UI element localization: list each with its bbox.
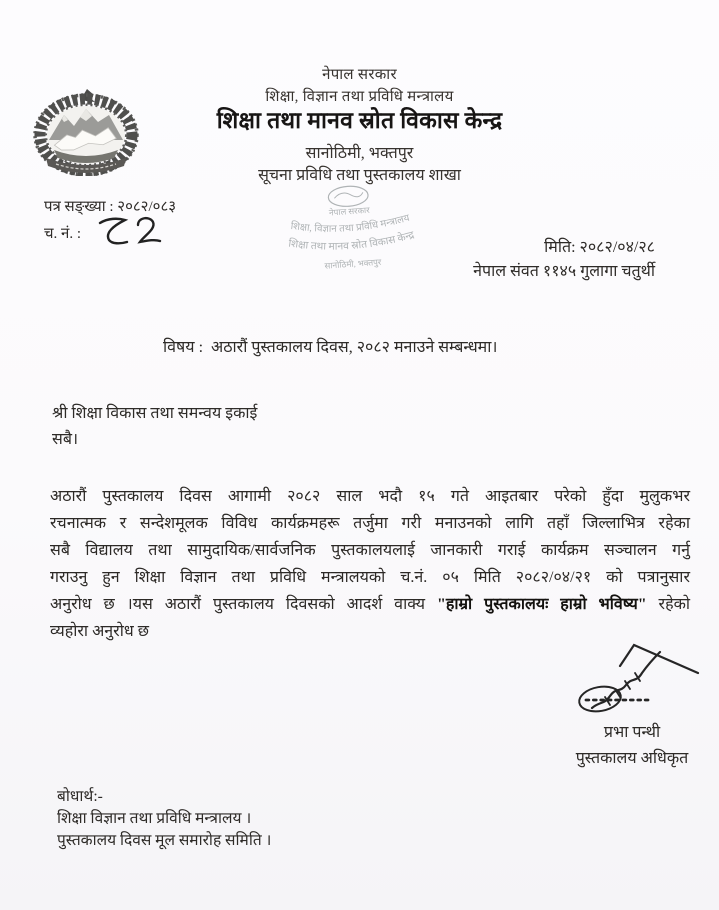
body-line: गराउनु हुन शिक्षा विज्ञान तथा प्रविधि मन्त्रालयको च.नं. ०५ मिति २०८२/०४/२१ को पत्रानुसार xyxy=(50,569,690,586)
letter-number-line xyxy=(44,196,176,216)
body-line: अठारौं पुस्तकालय दिवस आगामी २०८२ साल भदौ १५ गते आइतबार परेको हुँदा मुलुकभर xyxy=(50,488,690,505)
subject-label: विषय : xyxy=(163,339,204,356)
ch-number-line xyxy=(44,223,81,243)
signature-scribble-icon xyxy=(574,640,704,718)
signatory-block xyxy=(557,720,707,772)
letterhead-government: नेपाल सरकार xyxy=(322,67,397,83)
letter-number-value: २०८२/०८३ xyxy=(117,199,177,215)
cc-label: बोधार्थ:- xyxy=(57,788,103,805)
body-line5-post: रहेको xyxy=(658,596,691,613)
cc-block xyxy=(57,786,271,852)
nepal-emblem-icon xyxy=(24,88,148,176)
letterhead-ministry: शिक्षा, विज्ञान तथा प्रविधि मन्त्रालय xyxy=(265,89,454,105)
cc-item: पुस्तकालय दिवस मूल समारोह समिति । xyxy=(57,832,272,849)
handwritten-ch-number-icon xyxy=(96,214,168,246)
signatory-name: प्रभा पन्थी xyxy=(603,724,661,741)
letterhead-center-name: शिक्षा तथा मानव स्रोत विकास केन्द्र xyxy=(216,108,503,133)
stamp-line3: शिक्षा तथा मानव स्रोत विकास केन्द्र xyxy=(287,229,416,253)
body-line: व्यहोरा अनुरोध छ xyxy=(50,623,149,640)
body-line5-pre: अनुरोध छ ।यस अठारौं पुस्तकालय दिवसको आदर्श वाक्य xyxy=(50,596,426,613)
dateline xyxy=(473,236,655,284)
addressee-line1: श्री शिक्षा विकास तथा समन्वय इकाई xyxy=(52,405,258,422)
subject-text: अठारौं पुस्तकालय दिवस, २०८२ मनाउने सम्बन्धमा। xyxy=(211,339,498,356)
letter-number-label: पत्र सङ्ख्या : xyxy=(44,199,114,215)
addressee-block xyxy=(52,401,257,453)
office-stamp-icon xyxy=(261,178,441,280)
addressee-line2: सबै। xyxy=(52,431,79,448)
signatory-title: पुस्तकालय अधिकृत xyxy=(575,750,689,767)
date-bs: मिति: २०८२/०४/२८ xyxy=(544,239,655,256)
stamp-line2: शिक्षा, विज्ञान तथा प्रविधि मन्त्रालय xyxy=(289,212,411,235)
library-day-motto: "हाम्रो पुस्तकालयः हाम्रो भविष्य" xyxy=(436,596,647,613)
body-line: सबै विद्यालय तथा सामुदायिक/सार्वजनिक पुस्तकालयलाई जानकारी गराई कार्यक्रम सञ्चालन गर्नु xyxy=(50,542,690,559)
body-line xyxy=(50,591,690,618)
ch-number-label: च. नं. : xyxy=(44,226,82,242)
stamp-line4: सानोठिमी, भक्तपुर xyxy=(324,256,382,271)
cc-item: शिक्षा विज्ञान तथा प्रविधि मन्त्रालय । xyxy=(57,810,252,827)
stamp-line1: नेपाल सरकार xyxy=(328,204,370,218)
letterhead-section: सूचना प्रविधि तथा पुस्तकालय शाखा xyxy=(258,167,461,184)
subject-line xyxy=(163,335,497,357)
letter-body xyxy=(50,483,690,645)
date-nepal-sambat: नेपाल संवत ११४५ गुलागा चतुर्थी xyxy=(473,263,655,280)
letterhead-place: सानोठिमी, भक्तपुर xyxy=(305,145,414,162)
body-line: रचनात्मक र सन्देशमूलक विविध कार्यक्रमहरू तर्जुमा गरी मनाउनको लागि तहाँ जिल्लाभित्र रहेका xyxy=(50,515,690,532)
